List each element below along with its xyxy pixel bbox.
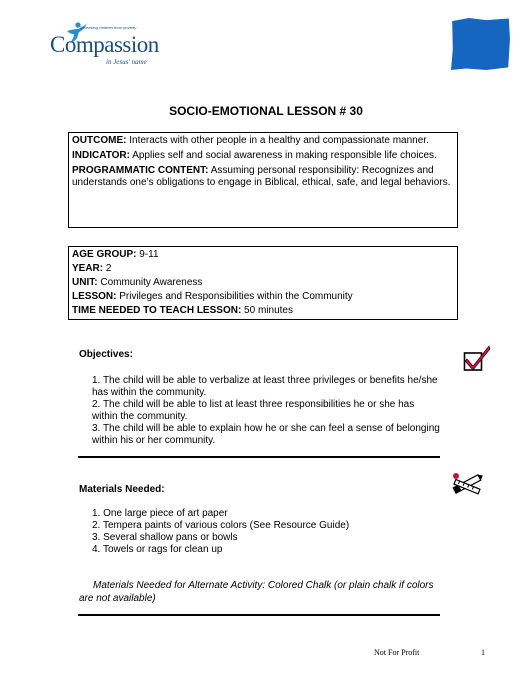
lesson-label: LESSON: (72, 291, 117, 302)
material-item: 3. Several shallow pans or bowls (92, 532, 238, 543)
indicator-label: INDICATOR: (72, 150, 130, 161)
indicator-text: Applies self and social awareness in making responsible life choices. (129, 150, 437, 161)
lesson-info-box (68, 246, 458, 320)
unit-line (72, 277, 454, 289)
materials-list (92, 508, 442, 556)
unit-label: UNIT: (72, 277, 98, 288)
page-title: SOCIO-EMOTIONAL LESSON # 30 (169, 104, 363, 118)
age-label: AGE GROUP: (72, 249, 137, 260)
objective-item: 3. The child will be able to explain how he or she can feel a sense of belonging within his or her community. (92, 423, 440, 446)
lesson-line (72, 291, 454, 303)
content-line (72, 165, 454, 189)
logo-tagline: Releasing children from poverty (80, 25, 137, 30)
age-line (72, 249, 454, 261)
year-text: 2 (103, 263, 112, 274)
age-text: 9-11 (136, 249, 159, 260)
outcome-line (72, 135, 454, 147)
objective-item: 2. The child will be able to list at least three responsibilities he or she has within the community. (92, 399, 415, 422)
unit-text: Community Awareness (97, 277, 203, 288)
time-line (72, 305, 454, 317)
material-item: 2. Tempera paints of various colors (See Resource Guide) (92, 520, 350, 531)
compassion-logo (50, 22, 162, 68)
pencil-ruler-icon (449, 470, 485, 498)
objectives-list (92, 375, 442, 447)
outcome-text: Interacts with other people in a healthy and compassionate manner. (126, 135, 429, 146)
logo-brand: Compassion (50, 32, 159, 57)
time-label: TIME NEEDED TO TEACH LESSON: (72, 305, 242, 316)
footer-note: Not For Profit (374, 648, 420, 657)
material-item: 1. One large piece of art paper (92, 508, 228, 519)
year-line (72, 263, 454, 275)
outcome-label: OUTCOME: (72, 135, 127, 146)
year-label: YEAR: (72, 263, 104, 274)
objectives-title: Objectives: (79, 349, 133, 360)
time-text: 50 minutes (241, 305, 293, 316)
alternate-materials: Materials Needed for Alternate Activity: Colored Chalk (or plain chalk if colors are not available) (79, 580, 434, 604)
divider (78, 456, 440, 458)
content-label: PROGRAMMATIC CONTENT: (72, 165, 209, 176)
blue-brush-box (451, 18, 510, 70)
materials-title: Materials Needed: (79, 484, 165, 495)
indicator-line (72, 150, 454, 162)
content-text: Assuming personal responsibility: Recognizes and understands one’s obligations to engage in Biblical, ethical, safe, and legal behaviors. (72, 165, 451, 188)
material-item: 4. Towels or rags for clean up (92, 544, 223, 555)
page-number: 1 (481, 648, 485, 657)
checkmark-box-icon (463, 344, 491, 372)
objective-item: 1. The child will be able to verbalize at least three privileges or benefits he/she has within the community. (92, 375, 438, 398)
logo-subtitle: in Jesus' name (106, 58, 147, 66)
lesson-text: Privileges and Responsibilities within the Community (116, 291, 353, 302)
outcome-box (68, 132, 458, 228)
divider (78, 614, 440, 616)
